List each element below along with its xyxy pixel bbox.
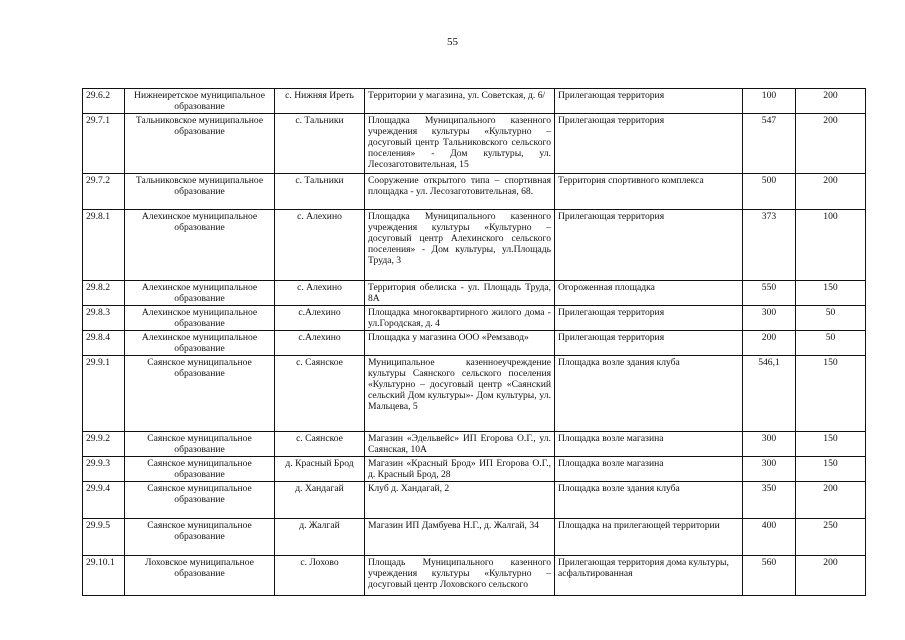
municipality-cell: Нижнеиретское муниципальное образование: [125, 89, 275, 114]
municipality-cell: Алехинское муниципальное образование: [125, 306, 275, 331]
locality-cell: с.Алехино: [275, 306, 365, 331]
municipality-cell: Саянское муниципальное образование: [125, 482, 275, 519]
address-cell: Магазин «Красный Брод» ИП Егорова О.Г., д. Красный Брод, 28: [365, 457, 555, 482]
distance-value-cell: 560: [743, 556, 796, 596]
distance-value-cell: 300: [743, 306, 796, 331]
address-cell: Сооружение открытого типа – спортивная площадка - ул. Лесозаготовительная, 68.: [365, 174, 555, 210]
locality-cell: с. Нижняя Иреть: [275, 89, 365, 114]
locality-cell: с. Тальники: [275, 174, 365, 210]
limit-value-cell: 50: [796, 306, 866, 331]
distance-value-cell: 300: [743, 457, 796, 482]
distance-value-cell: 550: [743, 281, 796, 306]
limit-value-cell: 200: [796, 89, 866, 114]
municipality-cell: Тальниковское муниципальное образование: [125, 114, 275, 174]
municipality-cell: Саянское муниципальное образование: [125, 519, 275, 556]
territory-cell: Площадка возле магазина: [555, 457, 743, 482]
address-cell: Магазин ИП Дамбуева Н.Г., д. Жалгай, 34: [365, 519, 555, 556]
municipality-cell: Саянское муниципальное образование: [125, 432, 275, 457]
territory-cell: Огороженная площадка: [555, 281, 743, 306]
table-body: [83, 89, 866, 596]
address-cell: Клуб д. Хандагай, 2: [365, 482, 555, 519]
locality-cell: д. Хандагай: [275, 482, 365, 519]
table-row: [83, 432, 866, 457]
limit-value-cell: 200: [796, 114, 866, 174]
table-row: [83, 457, 866, 482]
address-cell: Муниципальное казенноеучреждение культуры Саянского сельского поселения «Культурно – досуговый центр «Саянский сельский Дом культуры»- Дом культуры, ул. Мальцева, 5: [365, 356, 555, 432]
table-row: [83, 356, 866, 432]
limit-value-cell: 150: [796, 432, 866, 457]
distance-value-cell: 100: [743, 89, 796, 114]
address-cell: Площадь Муниципального казенного учреждения культуры «Культурно – досуговый центр Лоховского сельского: [365, 556, 555, 596]
table-row: [83, 174, 866, 210]
territory-cell: Прилегающая территория: [555, 331, 743, 356]
limit-value-cell: 250: [796, 519, 866, 556]
table-row: [83, 281, 866, 306]
address-cell: Площадка многоквартирного жилого дома - ул.Городская, д. 4: [365, 306, 555, 331]
limit-value-cell: 150: [796, 281, 866, 306]
distance-value-cell: 500: [743, 174, 796, 210]
table-row: [83, 210, 866, 281]
limit-value-cell: 100: [796, 210, 866, 281]
row-number: 29.8.4: [83, 331, 125, 356]
row-number: 29.7.1: [83, 114, 125, 174]
facilities-table: [82, 88, 866, 596]
address-cell: Площадка у магазина ООО «Ремзавод»: [365, 331, 555, 356]
address-cell: Площадка Муниципального казенного учреждения культуры «Культурно – досуговый центр Алехинского сельского поселения» - Дом культуры, ул.Площадь Труда, 3: [365, 210, 555, 281]
territory-cell: Прилегающая территория дома культуры, асфальтированная: [555, 556, 743, 596]
territory-cell: Прилегающая территория: [555, 114, 743, 174]
address-cell: Магазин «Эдельвейс» ИП Егорова О.Г., ул. Саянская, 10А: [365, 432, 555, 457]
limit-value-cell: 150: [796, 356, 866, 432]
municipality-cell: Саянское муниципальное образование: [125, 457, 275, 482]
distance-value-cell: 373: [743, 210, 796, 281]
territory-cell: Площадка возле магазина: [555, 432, 743, 457]
table-row: [83, 306, 866, 331]
distance-value-cell: 547: [743, 114, 796, 174]
locality-cell: д. Жалгай: [275, 519, 365, 556]
territory-cell: Площадка на прилегающей территории: [555, 519, 743, 556]
municipality-cell: Лоховское муниципальное образование: [125, 556, 275, 596]
table-row: [83, 556, 866, 596]
municipality-cell: Алехинское муниципальное образование: [125, 210, 275, 281]
locality-cell: с. Тальники: [275, 114, 365, 174]
row-number: 29.9.3: [83, 457, 125, 482]
row-number: 29.6.2: [83, 89, 125, 114]
limit-value-cell: 200: [796, 482, 866, 519]
table-row: [83, 114, 866, 174]
table-row: [83, 519, 866, 556]
address-cell: Территория обелиска - ул. Площадь Труда, 8А: [365, 281, 555, 306]
locality-cell: с.Алехино: [275, 331, 365, 356]
row-number: 29.8.1: [83, 210, 125, 281]
locality-cell: с. Алехино: [275, 281, 365, 306]
row-number: 29.8.3: [83, 306, 125, 331]
locality-cell: с. Саянское: [275, 432, 365, 457]
distance-value-cell: 546,1: [743, 356, 796, 432]
territory-cell: Площадка возле здания клуба: [555, 482, 743, 519]
municipality-cell: Алехинское муниципальное образование: [125, 281, 275, 306]
municipality-cell: Алехинское муниципальное образование: [125, 331, 275, 356]
row-number: 29.9.1: [83, 356, 125, 432]
row-number: 29.10.1: [83, 556, 125, 596]
table-row: [83, 89, 866, 114]
address-cell: Территории у магазина, ул. Советская, д. 6/: [365, 89, 555, 114]
distance-value-cell: 300: [743, 432, 796, 457]
limit-value-cell: 200: [796, 556, 866, 596]
locality-cell: с. Саянское: [275, 356, 365, 432]
distance-value-cell: 350: [743, 482, 796, 519]
row-number: 29.9.4: [83, 482, 125, 519]
locality-cell: д. Красный Брод: [275, 457, 365, 482]
municipality-cell: Тальниковское муниципальное образование: [125, 174, 275, 210]
limit-value-cell: 150: [796, 457, 866, 482]
locality-cell: с. Лохово: [275, 556, 365, 596]
address-cell: Площадка Муниципального казенного учреждения культуры «Культурно – досуговый центр Тальниковского сельского поселения» - Дом культуры, ул. Лесозаготовительная, 15: [365, 114, 555, 174]
territory-cell: Прилегающая территория: [555, 89, 743, 114]
table-row: [83, 482, 866, 519]
territory-cell: Территория спортивного комплекса: [555, 174, 743, 210]
row-number: 29.8.2: [83, 281, 125, 306]
distance-value-cell: 200: [743, 331, 796, 356]
territory-cell: Прилегающая территория: [555, 306, 743, 331]
limit-value-cell: 50: [796, 331, 866, 356]
limit-value-cell: 200: [796, 174, 866, 210]
row-number: 29.9.5: [83, 519, 125, 556]
row-number: 29.7.2: [83, 174, 125, 210]
distance-value-cell: 400: [743, 519, 796, 556]
locality-cell: с. Алехино: [275, 210, 365, 281]
table-row: [83, 331, 866, 356]
row-number: 29.9.2: [83, 432, 125, 457]
territory-cell: Площадка возле здания клуба: [555, 356, 743, 432]
page-number: 55: [447, 36, 458, 48]
municipality-cell: Саянское муниципальное образование: [125, 356, 275, 432]
territory-cell: Прилегающая территория: [555, 210, 743, 281]
